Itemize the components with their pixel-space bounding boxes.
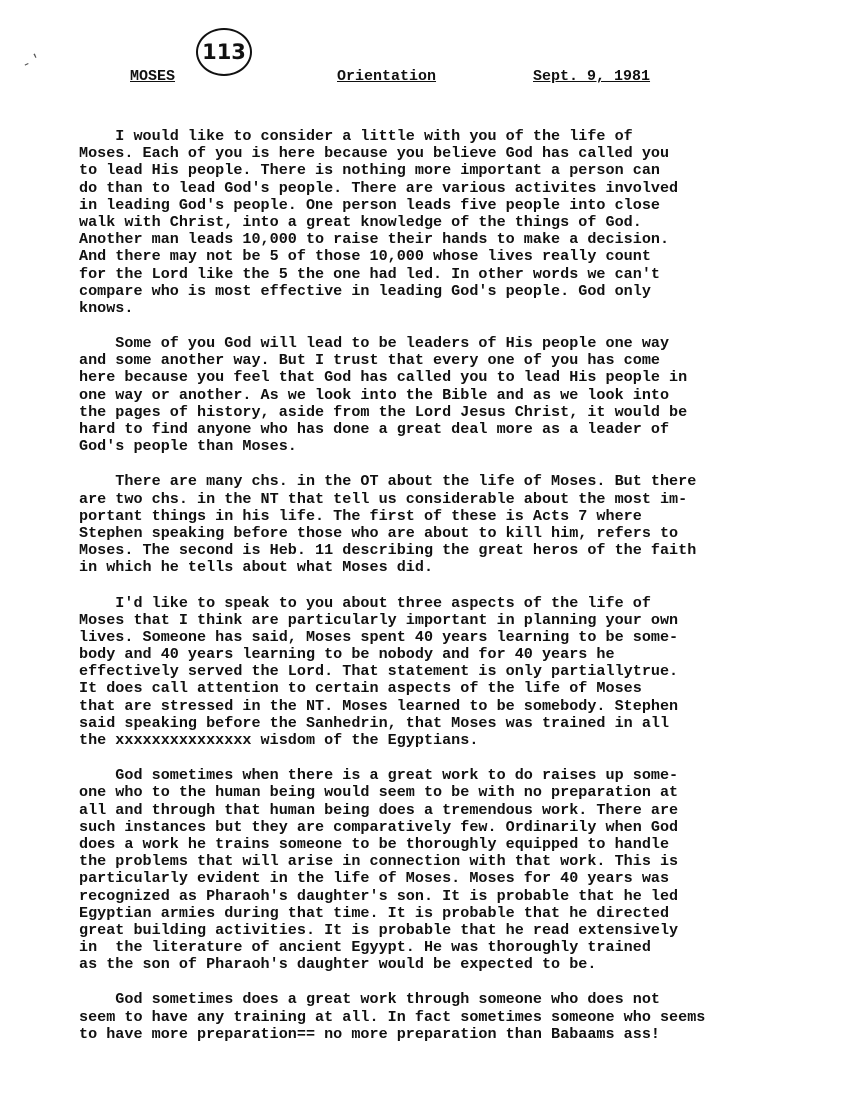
text-line: Egyptian armies during that time. It is probable that he directed — [79, 903, 670, 922]
document-date: Sept. 9, 1981 — [533, 68, 651, 85]
document-title: MOSES — [130, 68, 176, 85]
text-line: God's people than Moses. — [79, 437, 297, 456]
paragraph — [79, 128, 849, 317]
text-line: does a work he trains someone to be thoroughly equipped to handle — [79, 834, 670, 853]
paragraph — [79, 473, 849, 576]
text-line: great building activities. It is probable that he read extensively — [79, 920, 679, 939]
text-line: Moses. The second is Heb. 11 describing the great heros of the faith — [79, 541, 697, 560]
text-line: the problems that will arise in connection with that work. This is — [79, 852, 679, 871]
text-line: recognized as Pharaoh's daughter's son. It is probable that he led — [79, 886, 679, 905]
text-line: There are many chs. in the OT about the life of Moses. But there — [79, 472, 697, 491]
text-line: portant things in his life. The first of these is Acts 7 where — [79, 506, 642, 525]
text-line: one way or another. As we look into the Bible and as we look into — [79, 385, 670, 404]
text-line: particularly evident in the life of Moses. Moses for 40 years was — [79, 869, 670, 888]
paragraph — [79, 991, 849, 1043]
text-line: And there may not be 5 of those 10,000 whose lives really count — [79, 247, 651, 266]
text-line: here because you feel that God has called you to lead His people in — [79, 368, 688, 387]
document-body — [79, 128, 849, 1061]
text-line: for the Lord like the 5 the one had led. In other words we can't — [79, 264, 660, 283]
text-line: Moses that I think are particularly important in planning your own — [79, 610, 679, 629]
paragraph — [79, 335, 849, 455]
text-line: in which he tells about what Moses did. — [79, 558, 434, 577]
text-line: hard to find anyone who has done a great deal more as a leader of — [79, 420, 670, 438]
text-line: seem to have any training at all. In fact sometimes someone who seems — [79, 1007, 706, 1026]
text-line: I would like to consider a little with you of the life of — [79, 127, 633, 145]
paragraph — [79, 595, 849, 750]
text-line: to lead His people. There is nothing more important a person can — [79, 161, 660, 180]
document-subtitle: Orientation — [337, 68, 437, 85]
text-line: such instances but they are comparatively few. Ordinarily when God — [79, 817, 679, 836]
text-line: Some of you God will lead to be leaders of His people one way — [79, 334, 670, 353]
text-line: and some another way. But I trust that every one of you has come — [79, 351, 660, 370]
text-line: said speaking before the Sanhedrin, that Moses was trained in all — [79, 713, 670, 732]
paragraph — [79, 767, 849, 973]
handwritten-page-number: 113 — [196, 28, 252, 76]
stray-pen-mark: -' — [19, 49, 48, 75]
text-line: in leading God's people. One person leads five people into close — [79, 195, 660, 214]
text-line: compare who is most effective in leading God's people. God only — [79, 281, 651, 300]
text-line: God sometimes when there is a great work to do raises up some- — [79, 766, 679, 785]
text-line: God sometimes does a great work through someone who does not — [79, 990, 660, 1009]
text-line: knows. — [79, 298, 134, 317]
text-line: Another man leads 10,000 to raise their hands to make a decision. — [79, 230, 670, 249]
text-line: It does call attention to certain aspects of the life of Moses — [79, 679, 642, 698]
text-line: that are stressed in the NT. Moses learned to be somebody. Stephen — [79, 696, 679, 715]
text-line: I'd like to speak to you about three aspects of the life of — [79, 593, 651, 612]
text-line: walk with Christ, into a great knowledge of the things of God. — [79, 212, 642, 231]
text-line: lives. Someone has said, Moses spent 40 years learning to be some- — [79, 627, 679, 646]
text-line: Moses. Each of you is here because you believe God has called you — [79, 144, 670, 163]
text-line: to have more preparation== no more preparation than Babaams ass! — [79, 1024, 660, 1043]
text-line: one who to the human being would seem to be with no preparation at — [79, 783, 679, 802]
text-line: the pages of history, aside from the Lord Jesus Christ, it would be — [79, 402, 688, 421]
text-line: effectively served the Lord. That statement is only partiallytrue. — [79, 662, 679, 681]
text-line: Stephen speaking before those who are about to kill him, refers to — [79, 523, 679, 542]
text-line: are two chs. in the NT that tell us considerable about the most im- — [79, 489, 688, 508]
text-line: do than to lead God's people. There are various activites involved — [79, 178, 679, 197]
text-line: as the son of Pharaoh's daughter would be expected to be. — [79, 955, 597, 974]
text-line: in the literature of ancient Egyypt. He was thoroughly trained — [79, 938, 651, 957]
text-line: all and through that human being does a tremendous work. There are — [79, 800, 679, 819]
text-line: the xxxxxxxxxxxxxxx wisdom of the Egyptians. — [79, 731, 479, 749]
text-line: body and 40 years learning to be nobody and for 40 years he — [79, 645, 615, 664]
